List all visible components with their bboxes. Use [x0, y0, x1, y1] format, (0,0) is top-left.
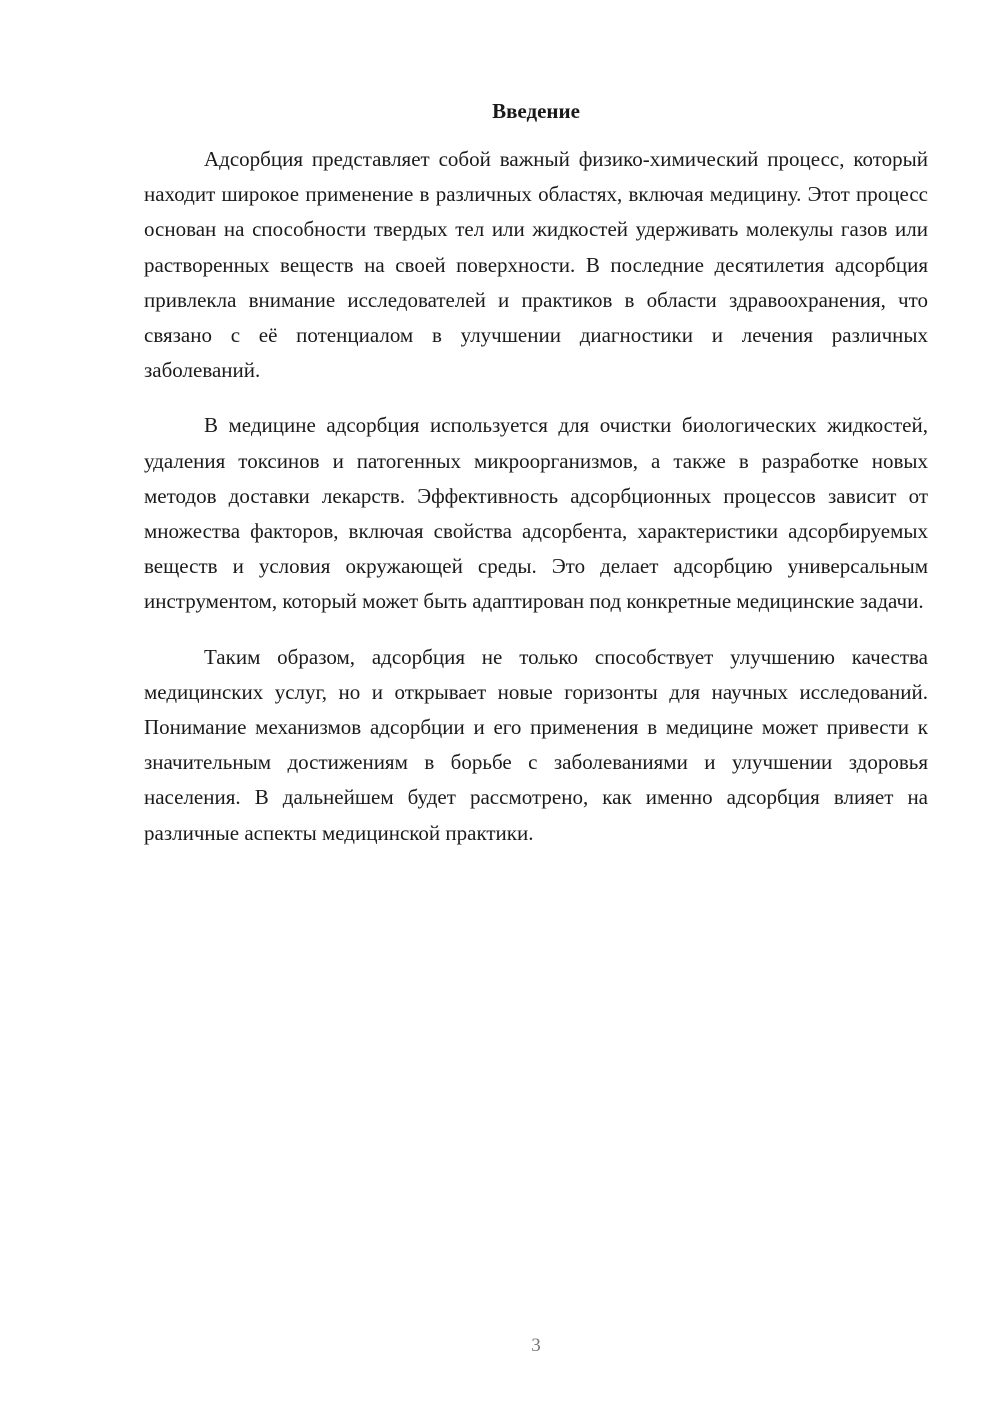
paragraph-1: Адсорбция представляет собой важный физико-химический процесс, который находит широкое применение в различных областях, включая медицину. Этот процесс основан на способности твердых тел или жидкостей удерживать молекулы газов или растворенных веществ на своей поверхности. В последние десятилетия адсорбция привлекла внимание исследователей и практиков в области здравоохранения, что связано с её потенциалом в улучшении диагностики и лечения различных заболеваний. [144, 147, 928, 383]
paragraph-3: Таким образом, адсорбция не только способствует улучшению качества медицинских услуг, но и открывает новые горизонты для научных исследований. Понимание механизмов адсорбции и его применения в медицине может привести к значительным достижениям в борьбе с заболеваниями и улучшении здоровья населения. В дальнейшем будет рассмотрено, как именно адсорбция влияет на различные аспекты медицинской практики. [144, 644, 928, 845]
body-text [144, 142, 928, 871]
page-number: 3 [531, 1335, 541, 1356]
paragraph-2: В медицине адсорбция используется для очистки биологических жидкостей, удаления токсинов и патогенных микроорганизмов, а также в разработке новых методов доставки лекарств. Эффективность адсорбционных процессов зависит от множества факторов, включая свойства адсорбента, характеристики адсорбируемых веществ и условия окружающей среды. Это делает адсорбцию универсальным инструментом, который может быть адаптирован под конкретные медицинские задачи. [144, 413, 928, 614]
section-heading: Введение [492, 99, 580, 123]
